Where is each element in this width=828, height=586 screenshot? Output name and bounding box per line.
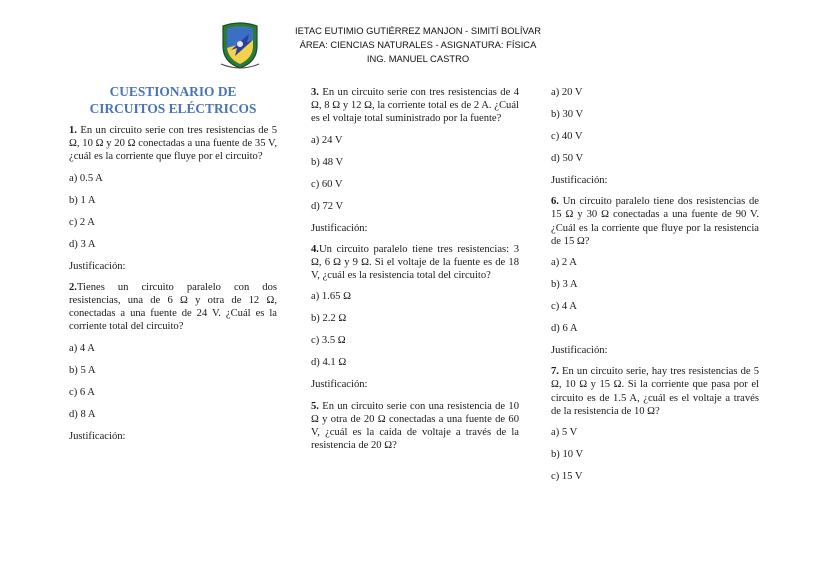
- column-1: [69, 84, 277, 451]
- option: b) 3 A: [551, 279, 578, 291]
- option: c) 6 A: [69, 386, 95, 398]
- option: d) 72 V: [311, 200, 344, 212]
- option: a) 1.65 Ω: [311, 291, 351, 303]
- option: a) 4 A: [69, 342, 95, 354]
- option: c) 4 A: [551, 301, 577, 313]
- school-crest-icon: [219, 20, 261, 70]
- option: d) 8 A: [69, 408, 96, 420]
- justification-label: Justificación:: [311, 379, 368, 391]
- option: b) 30 V: [551, 109, 584, 120]
- justification-label: Justificación:: [551, 175, 608, 186]
- option: a) 5 V: [551, 427, 578, 439]
- header-school: IETAC EUTIMIO GUTIÉRREZ MANJON - SIMITÍ BOLÍVAR: [294, 25, 542, 36]
- justification-label: Justificación:: [311, 222, 368, 234]
- justification-label: Justificación:: [69, 260, 126, 272]
- question-7: 7. En un circuito serie, hay tres resistencias de 5 Ω, 10 Ω y 15 Ω. Si la corriente que pasa por el circuito es de 1.5 A, ¿cuál es el voltaje a través de la resistencia de 10 Ω?: [551, 366, 759, 417]
- option: c) 2 A: [69, 216, 95, 228]
- option: d) 50 V: [551, 153, 584, 164]
- document-header: [268, 24, 568, 65]
- option: a) 20 V: [551, 87, 583, 98]
- option: b) 48 V: [311, 156, 344, 168]
- question-4: 4.Un circuito paralelo tiene tres resistencias: 3 Ω, 6 Ω y 9 Ω. Si el voltaje de la fuente es de 18 V, ¿cuál es la resistencia total del circuito?: [311, 243, 519, 282]
- option: c) 40 V: [551, 131, 583, 142]
- header-teacher: ING. MANUEL CASTRO: [366, 52, 470, 64]
- page-title: CUESTIONARIO DE CIRCUITOS ELÉCTRICOS: [89, 84, 257, 116]
- question-5: 5. En un circuito serie con una resistencia de 10 Ω y otra de 20 Ω conectadas a una fuente de 60 V, ¿cuál es la caída de voltaje a través de la resistencia de 20 Ω?: [311, 400, 519, 452]
- column-2: [311, 86, 519, 460]
- question-6: 6. Un circuito paralelo tiene dos resistencias de 15 Ω y 30 Ω conectadas a una fuente de 90 V. ¿Cuál es la corriente que fluye por la resistencia de 15 Ω?: [551, 196, 759, 247]
- option: c) 60 V: [311, 178, 343, 190]
- question-2: 2.Tienes un circuito paralelo con dos resistencias, una de 6 Ω y otra de 12 Ω, conectadas a una fuente de 24 V. ¿Cuál es la corriente total del circuito?: [69, 281, 277, 333]
- option: a) 24 V: [311, 134, 343, 146]
- option: d) 3 A: [69, 238, 96, 250]
- option: b) 10 V: [551, 449, 584, 461]
- option: b) 1 A: [69, 194, 96, 206]
- option: c) 15 V: [551, 471, 583, 483]
- header-area: ÁREA: CIENCIAS NATURALES - ASIGNATURA: FÍSICA: [299, 38, 537, 50]
- option: b) 2.2 Ω: [311, 313, 347, 325]
- question-3: 3. En un circuito serie con tres resistencias de 4 Ω, 8 Ω y 12 Ω, la corriente total es de 2 A. ¿Cuál es el voltaje total suministrado por la fuente?: [311, 87, 519, 125]
- option: b) 5 A: [69, 364, 96, 376]
- column-3: [551, 86, 759, 492]
- option: c) 3.5 Ω: [311, 335, 346, 347]
- option: d) 4.1 Ω: [311, 357, 347, 369]
- justification-label: Justificación:: [69, 430, 126, 442]
- option: a) 0.5 A: [69, 172, 103, 184]
- justification-label: Justificación:: [551, 345, 608, 357]
- option: a) 2 A: [551, 257, 577, 269]
- question-1: 1. En un circuito serie con tres resistencias de 5 Ω, 10 Ω y 20 Ω conectadas a una fuente de 35 V, ¿cuál es la corriente que fluye por el circuito?: [69, 125, 277, 163]
- option: d) 6 A: [551, 323, 578, 335]
